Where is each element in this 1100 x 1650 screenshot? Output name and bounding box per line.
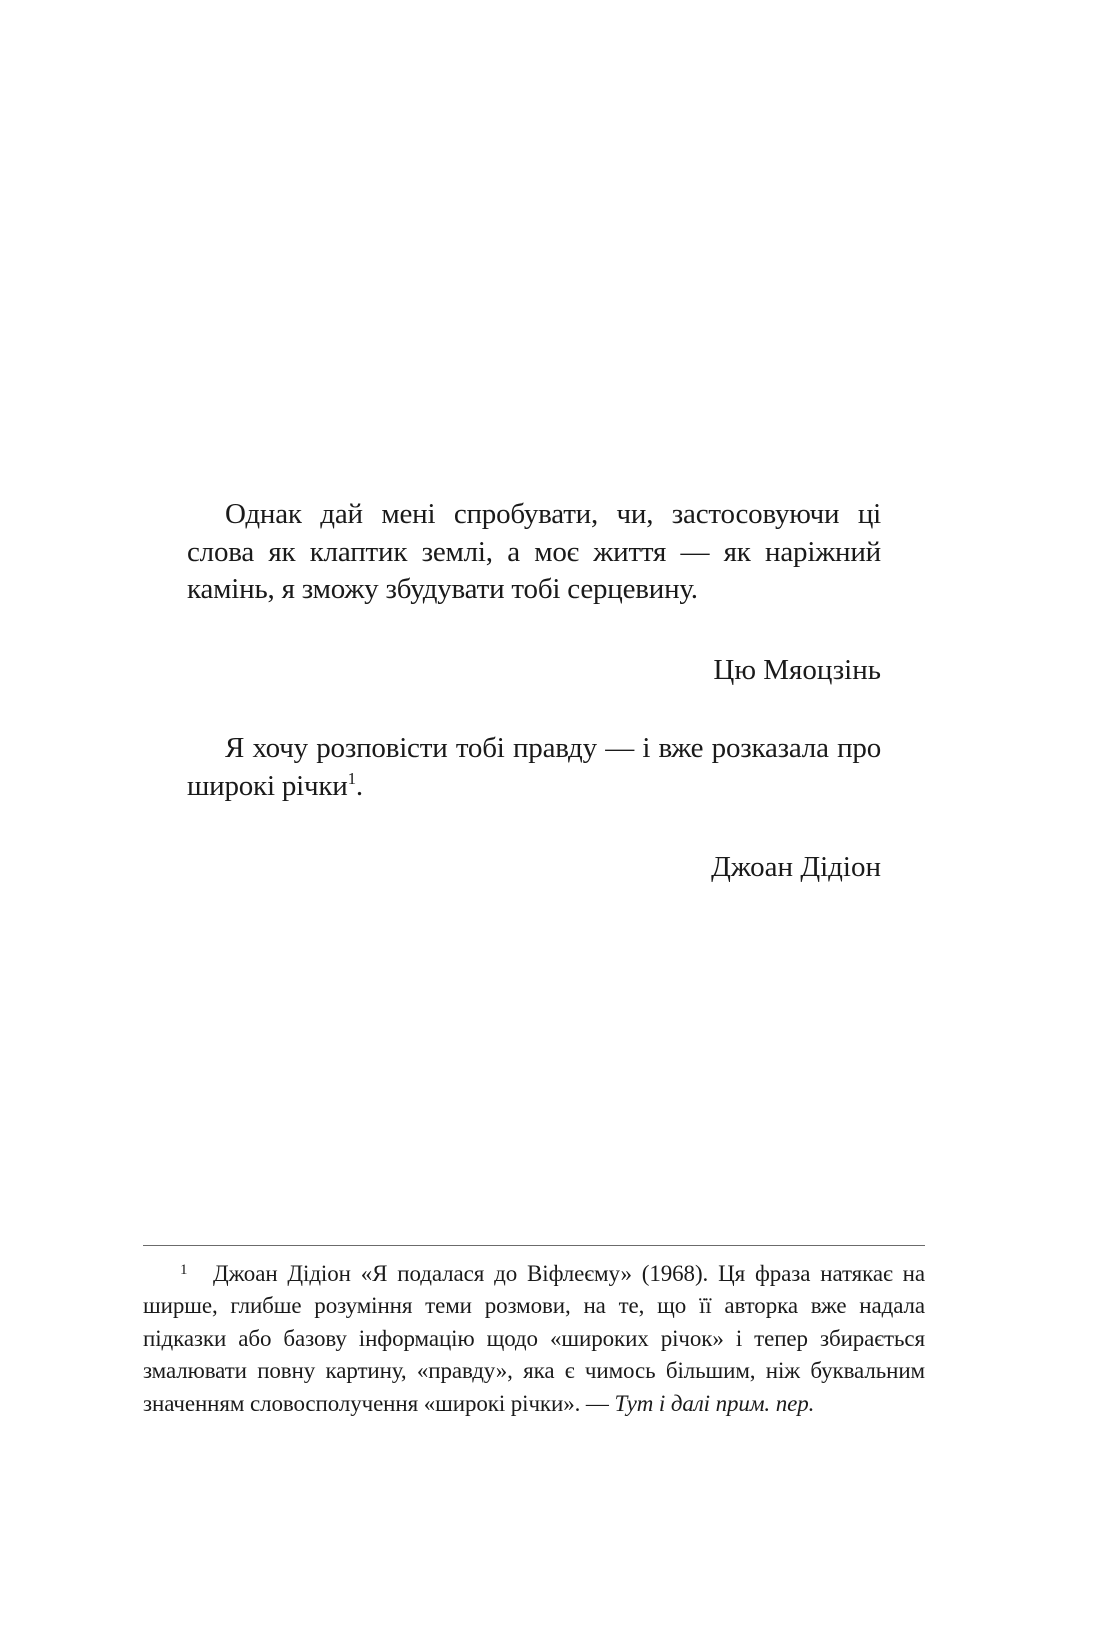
epigraph-2-trailing: . <box>355 769 363 802</box>
epigraph-1 <box>187 496 881 609</box>
epigraph-1-attribution: Цю Мяоцзінь <box>713 654 881 686</box>
footnote-reference[interactable]: 1 <box>347 768 356 788</box>
epigraph-1-text: Однак дай мені спробувати, чи, застосовуючи ці слова як клаптик землі, а моє життя — як наріжний камінь, я зможу збудувати тобі серцевину. <box>187 498 881 605</box>
footnote-text: Джоан Дідіон «Я подалася до Віфлеєму» (1968). Ця фраза натякає на ширше, глибше розуміння теми розмови, на те, що її авторка вже надала підказки або базову інформацію щодо «широких річок» і тепер збирається змалювати повну картину, «правду», яка є чимось більшим, ніж буквальним значенням словосполучення «широкі річки». — <box>143 1261 925 1416</box>
footnote-paragraph: 1 Джоан Дідіон «Я подалася до Віфлеєму» (1968). Ця фраза натякає на ширше, глибше розуміння теми розмови, на те, що її авторка вже надала підказки або базову інформацію щодо «широких річок» і тепер збирається змалювати повну картину, «правду», яка є чимось більшим, ніж буквальним значенням словосполучення «широкі річки». — Тут і далі прим. пер. <box>143 1261 925 1416</box>
footnote-divider <box>143 1245 925 1246</box>
epigraph-2-paragraph <box>187 730 881 805</box>
footnote <box>143 1258 925 1420</box>
epigraph-2-text: Я хочу розповісти тобі правду — і вже розказала про широкі річки <box>187 732 881 802</box>
epigraph-2-attribution: Джоан Дідіон <box>711 851 881 883</box>
footnote-translator-note: Тут і далі прим. пер. <box>614 1390 815 1416</box>
epigraph-2 <box>187 730 881 805</box>
